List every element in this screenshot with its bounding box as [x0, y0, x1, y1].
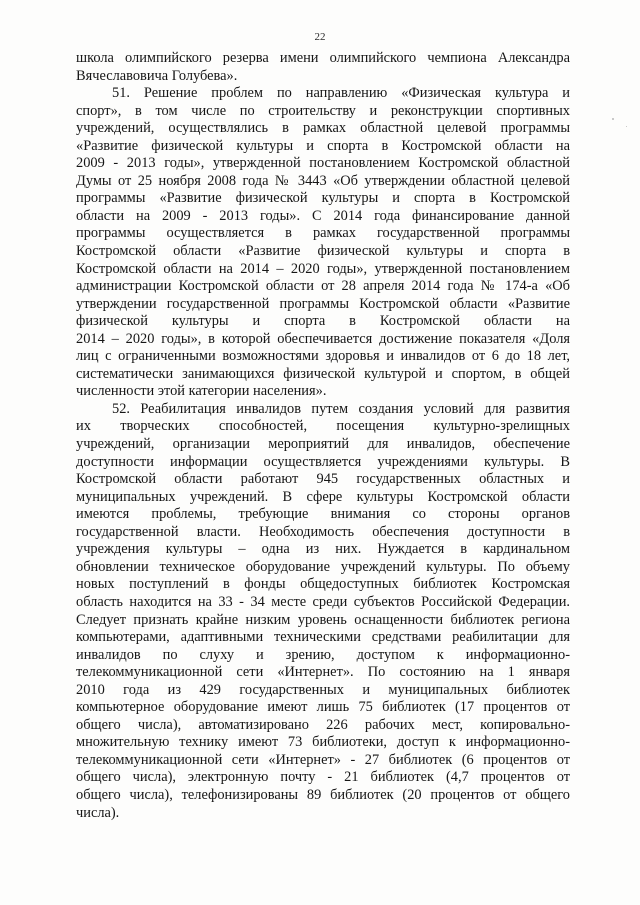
text-line: учреждений, осуществлялись в рамках областной целевой программы — [76, 120, 570, 137]
text-line: телекоммуникационной сети «Интернет» - 27 библиотек (6 процентов от — [76, 751, 570, 768]
text-line: муниципальных учреждений. В сфере культуры Костромской области — [76, 488, 570, 505]
text-line: компьютерное оборудование имеют лишь 75 библиотек (17 процентов от — [76, 699, 570, 716]
text-line: администрации Костромской области от 28 апреля 2014 года № 174-а «Об — [76, 278, 570, 295]
text-line: общего числа), автоматизировано 226 рабочих мест, копировально- — [76, 716, 570, 733]
text-line: 51. Решение проблем по направлению «Физическая культура и — [112, 85, 570, 102]
text-line: численности этой категории населения». — [76, 383, 327, 400]
text-line: Вячеславовича Голубева». — [76, 67, 238, 84]
text-line: Костромской области работают 945 государственных областных и — [76, 471, 570, 488]
document-body — [76, 50, 570, 822]
text-line: систематически занимающихся физической культурой и спортом, в общей — [76, 365, 570, 382]
text-line: обновлении техническое оборудование учреждений культуры. По объему — [76, 558, 570, 575]
text-line: утверждении государственной программы Костромской области «Развитие — [76, 295, 570, 312]
text-line: программы «Развитие физической культуры и спорта в Костромской — [76, 190, 570, 207]
text-line: 2010 года из 429 государственных и муниципальных библиотек — [76, 681, 570, 698]
text-line: общего числа), телефонизированы 89 библиотек (20 процентов от общего — [76, 786, 570, 803]
text-line: телекоммуникационной сети «Интернет». По состоянию на 1 января — [76, 664, 570, 681]
text-line: 52. Реабилитация инвалидов путем создания условий для развития — [112, 400, 570, 417]
scan-speck — [626, 126, 627, 127]
text-line: учреждения культуры – одна из них. Нуждается в кардинальном — [76, 541, 570, 558]
text-line: инвалидов по слуху и зрению, доступом к информационно- — [76, 646, 570, 663]
text-line: «Развитие физической культуры и спорта в Костромской области на — [76, 137, 570, 154]
text-line: множительную технику имеют 73 библиотеки, доступ к информационно- — [76, 734, 570, 751]
text-line: компьютерами, адаптивными техническими средствами реабилитации для — [76, 629, 570, 646]
text-line: спорт», в том числе по строительству и реконструкции спортивных — [76, 102, 570, 119]
text-line: программы осуществляется в рамках государственной программы — [76, 225, 570, 242]
text-line: новых поступлений в фонды общедоступных библиотек Костромская — [76, 576, 570, 593]
text-line: доступности информации осуществляется учреждениями культуры. В — [76, 453, 570, 470]
text-line: физической культуры и спорта в Костромской области на — [76, 313, 570, 330]
scan-speck — [612, 118, 614, 120]
text-line: имеются проблемы, требующие внимания со стороны органов — [76, 506, 570, 523]
text-line: Костромской области «Развитие физической культуры и спорта в — [76, 243, 570, 260]
text-line: область находится на 33 - 34 месте среди субъектов Российской Федерации. — [76, 593, 570, 610]
text-line: их творческих способностей, посещения культурно-зрелищных — [76, 418, 570, 435]
text-line: школа олимпийского резерва имени олимпийского чемпиона Александра — [76, 50, 570, 66]
text-line: учреждений, организации мероприятий для инвалидов, обеспечение — [76, 436, 570, 453]
text-line: Следует признать крайне низким уровень оснащенности библиотек региона — [76, 611, 570, 628]
text-line: 2014 – 2020 годы», в которой обеспечивается достижение показателя «Доля — [76, 330, 570, 347]
text-line: 2009 - 2013 годы», утвержденной постановлением Костромской областной — [76, 155, 570, 172]
text-line: числа). — [76, 804, 120, 821]
page-number: 22 — [314, 31, 326, 43]
text-line: общего числа), электронную почту - 21 библиотек (4,7 процентов от — [76, 769, 570, 786]
text-line: государственной власти. Необходимость обеспечения доступности в — [76, 523, 570, 540]
text-line: области на 2009 - 2013 годы». С 2014 года финансирование данной — [76, 207, 570, 224]
text-line: Костромской области на 2014 – 2020 годы», утвержденной постановлением — [76, 260, 570, 277]
text-line: Думы от 25 ноября 2008 года № 3443 «Об утверждении областной целевой — [76, 172, 570, 189]
text-line: лиц с ограниченными возможностями здоровья и инвалидов от 6 до 18 лет, — [76, 348, 570, 365]
